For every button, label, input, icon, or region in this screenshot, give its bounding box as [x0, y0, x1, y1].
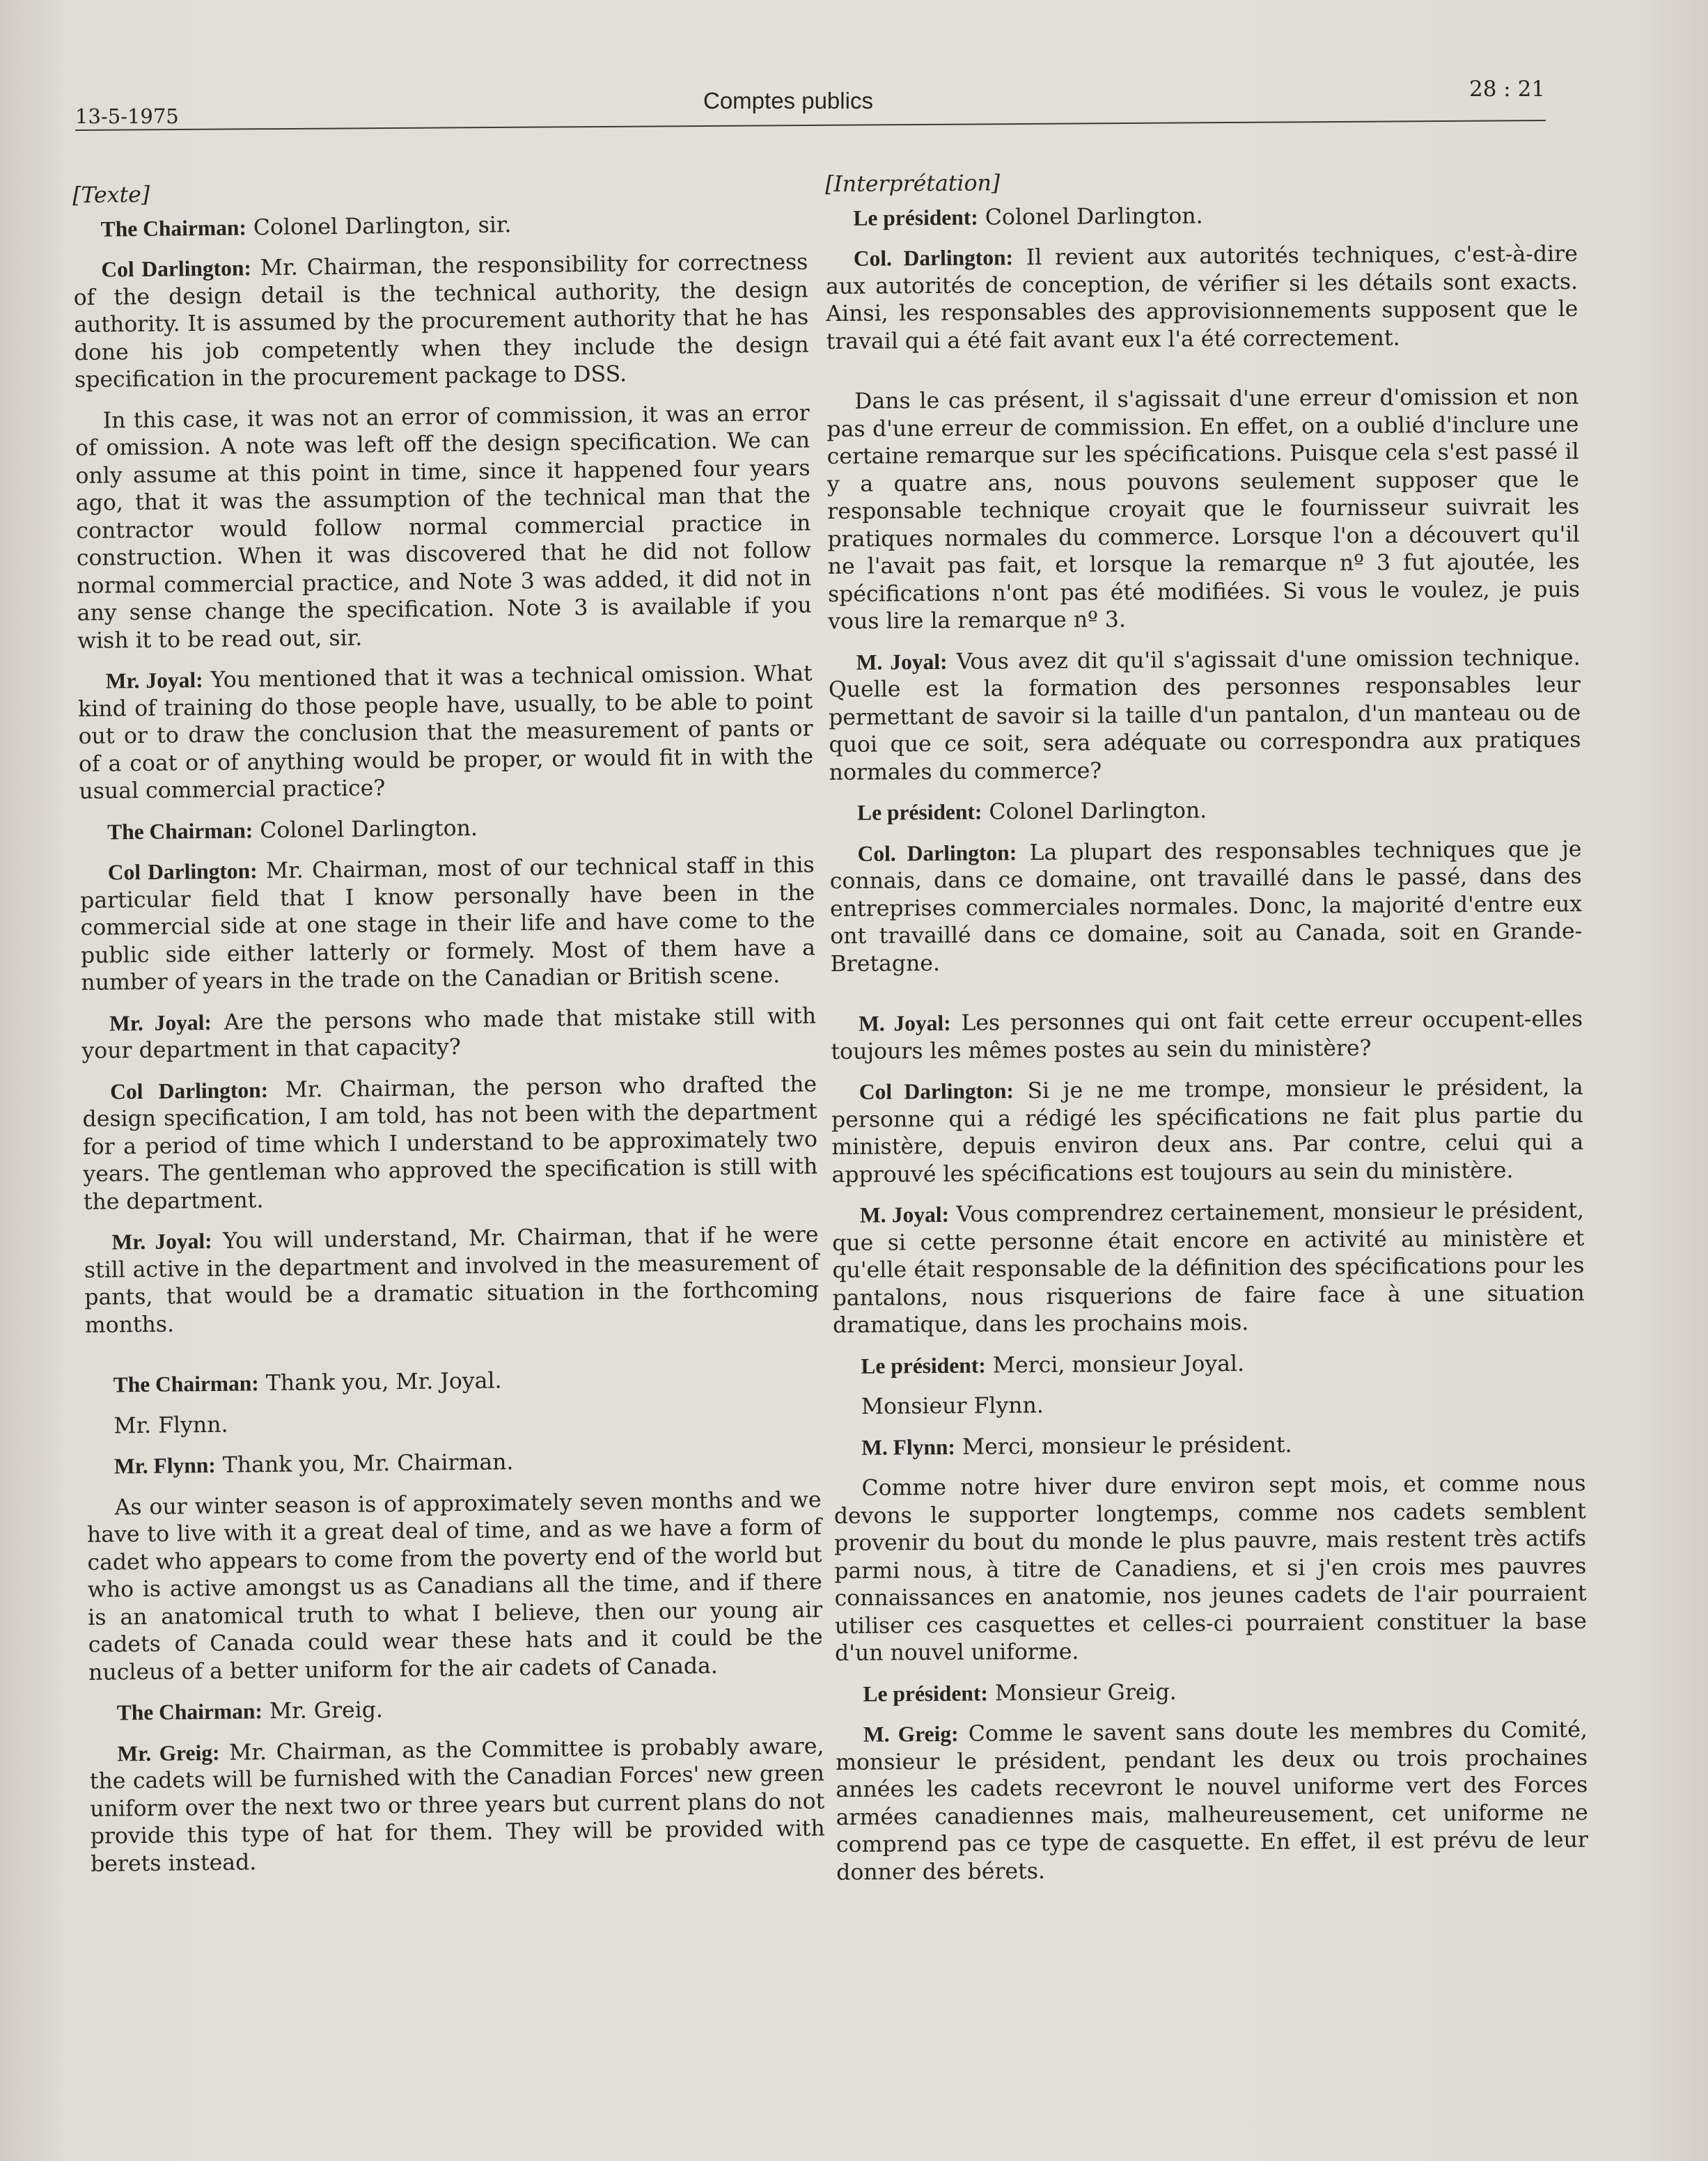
speech: In this case, it was not an error of commission, it was an error of omission. A note was left off the design specification. We can only assume at this point in time, since it happened four years ago, that it was the assumption of the technical man that the contractor would follow normal commercial practice in construction. When it was discovered that he did not follow normal commercial practice, and Note 3 was added, it did not in any sense change the specification. Note 3 is available if you wish it to be read out, sir. — [75, 400, 812, 654]
paragraph — [832, 1197, 1585, 1340]
paragraph — [89, 1691, 824, 1727]
paragraph — [833, 1470, 1587, 1668]
paragraph — [86, 1486, 823, 1687]
speaker: The Chairman: — [100, 214, 247, 242]
english-column — [72, 175, 825, 1891]
paragraph — [73, 249, 809, 395]
paragraph — [84, 1220, 820, 1339]
paragraph — [826, 240, 1578, 356]
paragraph — [825, 199, 1577, 233]
speaker: Col Darlington: — [107, 858, 258, 885]
speech: Vous comprendrez certainement, monsieur le président, que si cette personne était encore en activité au ministère et qu'elle était responsable de la définition des spécifications pour les pantalons, nous risquerions de faire face à une situation dramatique, dans les prochains mois. — [832, 1197, 1585, 1338]
paragraph — [78, 660, 814, 806]
speaker: M. Flynn: — [861, 1434, 956, 1460]
speech: Vous avez dit qu'il s'agissait d'une omission technique. Quelle est la formation des personnes responsables leur permettant de savoir si la taille d'un pantalon, d'un manteau ou de quoi que ce soit, sera adéquate ou correspondra aux pratiques normales du commerce? — [828, 645, 1581, 785]
speaker: M. Joyal: — [859, 1202, 950, 1227]
speaker: Mr. Greig: — [117, 1740, 220, 1766]
speech: Thank you, Mr. Chairman. — [215, 1449, 514, 1478]
paragraph — [73, 207, 808, 244]
section-label-texte: [Texte] — [72, 182, 150, 208]
speech: Monsieur Flynn. — [861, 1392, 1044, 1420]
speech: Are the persons who made that mistake still with your department in that capacity? — [81, 1003, 817, 1064]
speech: Thank you, Mr. Joyal. — [258, 1368, 502, 1397]
paragraph — [829, 794, 1581, 828]
speaker: Le président: — [853, 205, 978, 230]
paragraph — [89, 1732, 825, 1878]
speech: You will understand, Mr. Chairman, that if he were still active in the department and involved in the measurement of pants, that would be a dramatic situation in the forthcoming months. — [84, 1222, 820, 1338]
speaker: Col. Darlington: — [857, 840, 1017, 866]
speaker: M. Greig: — [863, 1721, 959, 1747]
paragraph — [826, 383, 1580, 636]
paragraph — [80, 851, 816, 998]
speaker: Le président: — [861, 1353, 986, 1378]
speaker: Col Darlington: — [859, 1078, 1014, 1104]
paragraph — [833, 1388, 1585, 1422]
paragraph — [835, 1675, 1587, 1708]
speaker: Mr. Joyal: — [111, 1228, 212, 1255]
speaker: Mr. Joyal: — [105, 668, 203, 693]
speech: La plupart des responsables techniques que je connais, dans ce domaine, ont travaillé dans le passé, dans des entreprises commerciales normales. Donc, la majorité d'entre eux ont travaillé dans ce domaine, soit au Canada, soit en Grande-Bretagne. — [829, 836, 1583, 977]
speech: Mr. Chairman, the person who drafted the design specification, I am told, has not been with the department for a period of time which I understand to be approximately two years. The gentleman who approved the specification is still with the department. — [82, 1071, 818, 1215]
paragraph — [831, 1005, 1583, 1066]
french-column — [825, 166, 1588, 1899]
section-label-interpretation: [Interprétation] — [825, 171, 1001, 197]
speech: Colonel Darlington. — [253, 815, 478, 843]
paragraph — [829, 643, 1581, 787]
speech: Mr. Chairman, most of our technical staff in this particular field that I know personally have been in the commercial side at one stage in their life and have come to the public side either latterly or formely. Most of them have a number of years in the trade on the Canadian or British scene. — [79, 852, 816, 996]
paragraph — [831, 1074, 1584, 1189]
paragraph — [833, 1429, 1585, 1462]
paragraph — [85, 1363, 820, 1399]
header-page-number: 28 : 21 — [1469, 77, 1546, 102]
speaker: Col. Darlington: — [853, 245, 1014, 271]
speaker: Col Darlington: — [101, 256, 252, 282]
paragraph — [82, 1070, 818, 1216]
paragraph — [833, 1347, 1585, 1381]
speech: Si je ne me trompe, monsieur le président, la personne qui a rédigé les spécifications ne fait plus partie du ministère, depuis environ deux ans. Par contre, celui qui a approuvé les spécifications est toujours au sein du ministère. — [831, 1074, 1584, 1188]
speech: Mr. Greig. — [262, 1697, 384, 1724]
speaker: The Chairman: — [116, 1699, 263, 1725]
paragraph — [829, 835, 1582, 978]
speaker: M. Joyal: — [859, 1010, 951, 1036]
speech: Il revient aux autorités techniques, c'est-à-dire aux autorités de conception, de vérifier si les détails sont exacts. Ainsi, les responsables des approvisionnements supposent que le travail qui a été fait avant eux l'a été correctement. — [825, 241, 1578, 354]
speech: Merci, monsieur Joyal. — [985, 1351, 1245, 1378]
header-rule — [75, 120, 1546, 131]
speech: Comme le savent sans doute les membres du Comité, monsieur le président, pendant les deux ou trois prochaines années les cadets recevront le nouvel uniforme vert des Forces armées canadiennes mais, malheureusement, cet uniforme ne comprend pas ce type de casquette. En effet, il est prévu de leur donner des bérets. — [836, 1717, 1589, 1885]
speaker: Mr. Flynn: — [113, 1452, 216, 1479]
speaker: The Chairman: — [113, 1371, 260, 1397]
paragraph — [836, 1716, 1589, 1887]
speech: Comme notre hiver dure environ sept mois, et comme nous devons le supporter longtemps, comme nos cadets semblent provenir du bout du monde le plus pauvre, mais restent très actifs parmi nous, à titre de Canadiens, et si j'en crois mes pauvres connaissances en anatomie, nos jeunes cadets de l'air pourraient utiliser ces casquettes et celles-ci pourraient constituer la base d'un nouvel uniforme. — [833, 1470, 1587, 1666]
speech: You mentioned that it was a technical omission. What kind of training do those people have, usually, to be able to point out or to draw the conclusion that the measurement of pants or of a coat or of anything would be proper, or would fit in with the usual commercial practice? — [77, 661, 814, 804]
paragraph — [79, 810, 814, 847]
speech: Mr. Chairman, the responsibility for correctness of the design detail is the technical authority, the design authority. It is assumed by the procurement authority that he has done his job competently when they include the design specification in the procurement package to DSS. — [73, 249, 809, 393]
speech: Dans le cas présent, il s'agissait d'une erreur d'omission et non pas d'une erreur de commission. En effet, on a oublié d'inclure une certaine remarque sur les spécifications. Puisque cela s'est passé il y a quatre ans, nous pouvons seulement supposer que le responsable technique croyait que le fournisseur suivrait les pratiques normales du commerce. Lorsque l'on a découvert qu'il ne l'avait pas fait, et lorsque la remarque nº 3 fut ajoutée, les spécifications n'ont pas été modifiées. Si vous le voulez, je puis vous lire la remarque nº 3. — [826, 384, 1581, 634]
paragraph — [86, 1445, 821, 1481]
speech: Merci, monsieur le président. — [955, 1432, 1292, 1460]
speech: Mr. Chairman, as the Committee is probably aware, the cadets will be furnished with the Canadian Forces' new green uniform over the next two or three years but current plans do not provide this type of hat for them. They will be provided with berets instead. — [89, 1733, 825, 1877]
speech: Colonel Darlington. — [982, 798, 1207, 825]
speaker: Le président: — [863, 1680, 988, 1706]
speaker: M. Joyal: — [856, 649, 948, 675]
speech: Les personnes qui ont fait cette erreur occupent-elles toujours les mêmes postes au sein du ministère? — [831, 1006, 1583, 1064]
header-date: 13-5-1975 — [75, 104, 179, 128]
paragraph — [81, 1002, 817, 1065]
speaker: Le président: — [856, 799, 982, 825]
speech: Mr. Flynn. — [113, 1412, 228, 1438]
paragraph — [86, 1404, 820, 1440]
speaker: Mr. Joyal: — [109, 1009, 212, 1035]
paragraph — [75, 399, 812, 655]
speech: Colonel Darlington, sir. — [246, 212, 512, 240]
speech: As our winter season is of approximately seven months and we have to live with it a great deal of time, and as we have a form of cadet who appears to come from the poverty end of the world but who is active amongst us as Canadians all the time, and if there is an anatomical truth to what I believe, then our young air cadets of Canada could wear these hats and it could be the nucleus of a better uniform for the air cadets of Canada. — [86, 1486, 823, 1685]
speech: Monsieur Greig. — [987, 1679, 1177, 1706]
speech: Colonel Darlington. — [978, 203, 1203, 230]
speaker: The Chairman: — [107, 817, 253, 844]
header-title: Comptes publics — [703, 88, 873, 113]
speaker: Col Darlington: — [109, 1077, 269, 1103]
